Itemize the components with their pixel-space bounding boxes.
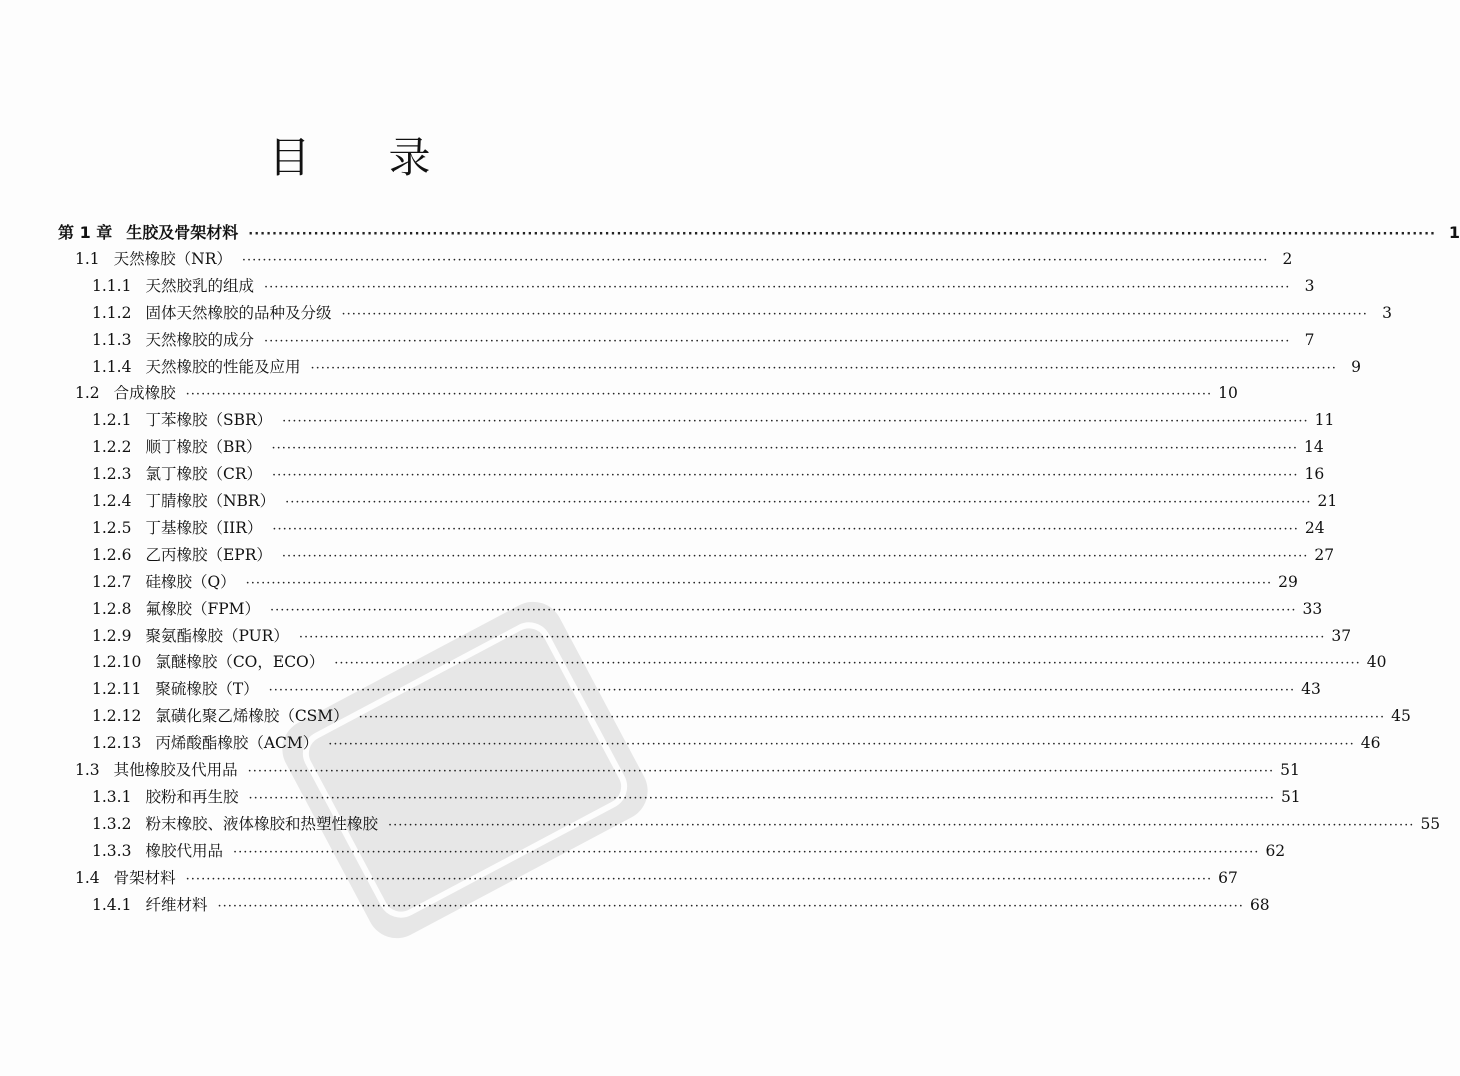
toc-entry[interactable]: [92, 731, 1381, 757]
toc-entry-label: 氯醚橡胶（CO，ECO）: [155, 653, 325, 672]
toc-leader-dots: ········································································································································································································: [282, 414, 1309, 430]
toc-entry-number: 1.1.3: [92, 330, 132, 349]
toc-leader-dots: ········································································································································································································: [268, 683, 1296, 699]
toc-entry-number: 1.1.4: [92, 357, 132, 376]
toc-entry-number: 1.3: [75, 761, 100, 779]
toc-entry-number: 1.2.2: [92, 438, 132, 457]
toc-entry-page: 11: [1314, 411, 1335, 430]
toc-entry-number: 1.2.12: [92, 707, 142, 726]
toc-leader-dots: ········································································································································································································: [217, 898, 1244, 914]
toc-entry[interactable]: [92, 839, 1286, 865]
toc-entry-label: 橡胶代用品: [145, 841, 223, 860]
toc-entry[interactable]: [92, 570, 1298, 596]
toc-entry-page: 51: [1280, 761, 1300, 779]
toc-entry-label: 固体天然橡胶的品种及分级: [145, 303, 332, 322]
toc-entry-label: 合成橡胶: [113, 384, 176, 403]
toc-entry[interactable]: [92, 785, 1301, 811]
toc-leader-dots: ········································································································································································································: [387, 817, 1415, 833]
toc-entry-page: 9: [1351, 357, 1361, 376]
toc-entry-page: 55: [1420, 814, 1441, 833]
toc-entry-number: 1.2.3: [92, 465, 132, 484]
title-char-1: 目: [268, 133, 311, 182]
toc-entry-number: 1.4.1: [92, 895, 132, 914]
page-title: [0, 125, 699, 185]
toc-leader-dots: ········································································································································································································: [248, 227, 1436, 242]
toc-entry-number: 1.3.1: [92, 787, 132, 806]
toc-entry[interactable]: [92, 301, 1392, 327]
toc-entry-label: 骨架材料: [113, 868, 176, 887]
toc-entry-number: 1.3.2: [92, 814, 132, 833]
toc-entry[interactable]: [92, 597, 1323, 623]
toc-leader-dots: ········································································································································································································: [232, 844, 1260, 860]
toc-entry-page: 67: [1218, 868, 1238, 887]
toc-entry-label: 顺丁橡胶（BR）: [145, 438, 262, 457]
toc-leader-dots: ········································································································································································································: [248, 790, 1275, 806]
toc-leader-dots: ········································································································································································································: [310, 360, 1337, 376]
toc-leader-dots: ········································································································································································································: [270, 602, 1297, 618]
toc-entry-page: 16: [1304, 465, 1325, 484]
toc-entry-page: 10: [1218, 384, 1238, 403]
toc-entry[interactable]: [92, 328, 1315, 354]
toc-entry-label: 纤维材料: [145, 895, 208, 914]
toc-entry-label: 粉末橡胶、液体橡胶和热塑性橡胶: [145, 814, 378, 833]
toc-entry-label: 天然橡胶的性能及应用: [145, 357, 301, 376]
toc-entry-label: 其他橡胶及代用品: [113, 761, 238, 779]
toc-leader-dots: ········································································································································································································: [271, 441, 1298, 457]
toc-entry-number: 第 1 章: [58, 223, 113, 242]
toc-entry-number: 1.2.7: [92, 572, 132, 591]
toc-entry-number: 1.2.10: [92, 653, 142, 672]
toc-entry-page: 29: [1278, 572, 1298, 591]
toc-entry-page: 46: [1360, 734, 1381, 753]
toc-leader-dots: ········································································································································································································: [245, 575, 1273, 591]
toc-entry-page: 40: [1366, 653, 1387, 672]
toc-entry-number: 1.1.2: [92, 303, 132, 322]
toc-entry-page: 2: [1282, 249, 1293, 268]
toc-entry-page: 27: [1314, 545, 1335, 564]
toc-entry[interactable]: [92, 462, 1325, 488]
toc-entry-page: 43: [1301, 680, 1321, 699]
toc-entry-number: 1.2.6: [92, 545, 132, 564]
toc-entry-number: 1.2.13: [92, 734, 142, 753]
toc-entry[interactable]: [92, 355, 1361, 381]
toc-entry-label: 胶粉和再生胶: [145, 787, 239, 806]
toc-entry-label: 聚氨酯橡胶（PUR）: [145, 626, 289, 645]
toc-entry-page: 7: [1304, 330, 1315, 349]
toc-entry[interactable]: [92, 893, 1270, 919]
toc-entry[interactable]: [92, 435, 1324, 461]
toc-entry[interactable]: [75, 381, 1238, 407]
toc-leader-dots: ········································································································································································································: [271, 468, 1299, 484]
toc-entry[interactable]: [92, 704, 1411, 730]
toc-entry-page: 33: [1302, 599, 1323, 618]
toc-leader-dots: ········································································································································································································: [247, 764, 1275, 779]
toc-entry-page: 68: [1249, 895, 1270, 914]
toc-entry-label: 乙丙橡胶（EPR）: [145, 545, 272, 564]
toc-entry[interactable]: [75, 247, 1293, 273]
toc-entry-label: 硅橡胶（Q）: [145, 572, 236, 591]
toc-entry-number: 1.2.4: [92, 492, 132, 510]
toc-entry[interactable]: [92, 516, 1325, 542]
toc-entry-page: 1: [1448, 223, 1460, 242]
toc-entry-page: 14: [1303, 438, 1324, 457]
toc-leader-dots: ········································································································································································································: [328, 737, 1355, 753]
toc-leader-dots: ········································································································································································································: [281, 548, 1309, 564]
toc-entry-page: 21: [1317, 492, 1338, 510]
toc-leader-dots: ········································································································································································································: [241, 252, 1269, 268]
toc-entry-label: 天然橡胶（NR）: [113, 249, 232, 268]
toc-entry[interactable]: [92, 274, 1315, 300]
toc-entry-number: 1.2.11: [92, 680, 142, 699]
toc-entry-number: 1.2.1: [92, 411, 132, 430]
toc-leader-dots: ········································································································································································································: [263, 333, 1291, 349]
toc-entry-label: 聚硫橡胶（T）: [155, 680, 259, 699]
toc-entry[interactable]: [92, 650, 1387, 676]
toc-leader-dots: ········································································································································································································: [285, 495, 1312, 510]
toc-entry-number: 1.2: [75, 384, 100, 403]
toc-leader-dots: ········································································································································································································: [334, 656, 1361, 672]
toc-entry[interactable]: [92, 408, 1335, 434]
toc-leader-dots: ········································································································································································································: [358, 710, 1386, 726]
toc-chapter-entry[interactable]: [58, 220, 1460, 246]
toc-entry-number: 1.1: [75, 249, 100, 268]
toc-entry-page: 51: [1280, 787, 1301, 806]
toc-entry-label: 丁腈橡胶（NBR）: [145, 492, 276, 510]
toc-entry-page: 45: [1391, 707, 1411, 726]
toc-leader-dots: ········································································································································································································: [298, 629, 1326, 645]
toc-entry-label: 丁苯橡胶（SBR）: [145, 411, 273, 430]
toc-entry-page: 3: [1304, 276, 1315, 295]
toc-leader-dots: ········································································································································································································: [185, 387, 1213, 403]
toc-entry-number: 1.4: [75, 868, 100, 887]
toc-entry-number: 1.2.5: [92, 518, 132, 537]
toc-entry[interactable]: [92, 489, 1338, 515]
toc-entry-label: 丙烯酸酯橡胶（ACM）: [155, 734, 319, 753]
toc-leader-dots: ········································································································································································································: [272, 521, 1299, 537]
toc-entry-page: 37: [1331, 626, 1352, 645]
toc-entry-label: 氟橡胶（FPM）: [145, 599, 261, 618]
toc-entry-page: 3: [1382, 303, 1392, 322]
toc-entry[interactable]: [92, 812, 1441, 838]
toc-entry-number: 1.3.3: [92, 841, 132, 860]
toc-entry-label: 天然橡胶的成分: [145, 330, 254, 349]
toc-entry-page: 24: [1304, 518, 1325, 537]
toc-entry-label: 氯丁橡胶（CR）: [145, 465, 262, 484]
toc-leader-dots: ········································································································································································································: [263, 279, 1291, 295]
toc-entry[interactable]: [92, 624, 1352, 650]
toc-leader-dots: ········································································································································································································: [341, 306, 1368, 322]
title-char-2: 录: [388, 133, 431, 182]
toc-leader-dots: ········································································································································································································: [185, 871, 1213, 887]
toc-entry-label: 氯磺化聚乙烯橡胶（CSM）: [155, 707, 349, 726]
toc-entry-number: 1.2.9: [92, 626, 132, 645]
toc-entry-page: 62: [1265, 841, 1286, 860]
toc-entry-number: 1.2.8: [92, 599, 132, 618]
toc-entry[interactable]: [75, 758, 1300, 784]
toc-entry-label: 天然胶乳的组成: [145, 276, 254, 295]
toc-entry-number: 1.1.1: [92, 276, 132, 295]
toc-entry[interactable]: [92, 543, 1335, 569]
toc-entry[interactable]: [92, 677, 1321, 703]
toc-entry-label: 生胶及骨架材料: [126, 223, 239, 242]
toc-entry[interactable]: [75, 866, 1238, 892]
toc-entry-label: 丁基橡胶（IIR）: [145, 518, 263, 537]
